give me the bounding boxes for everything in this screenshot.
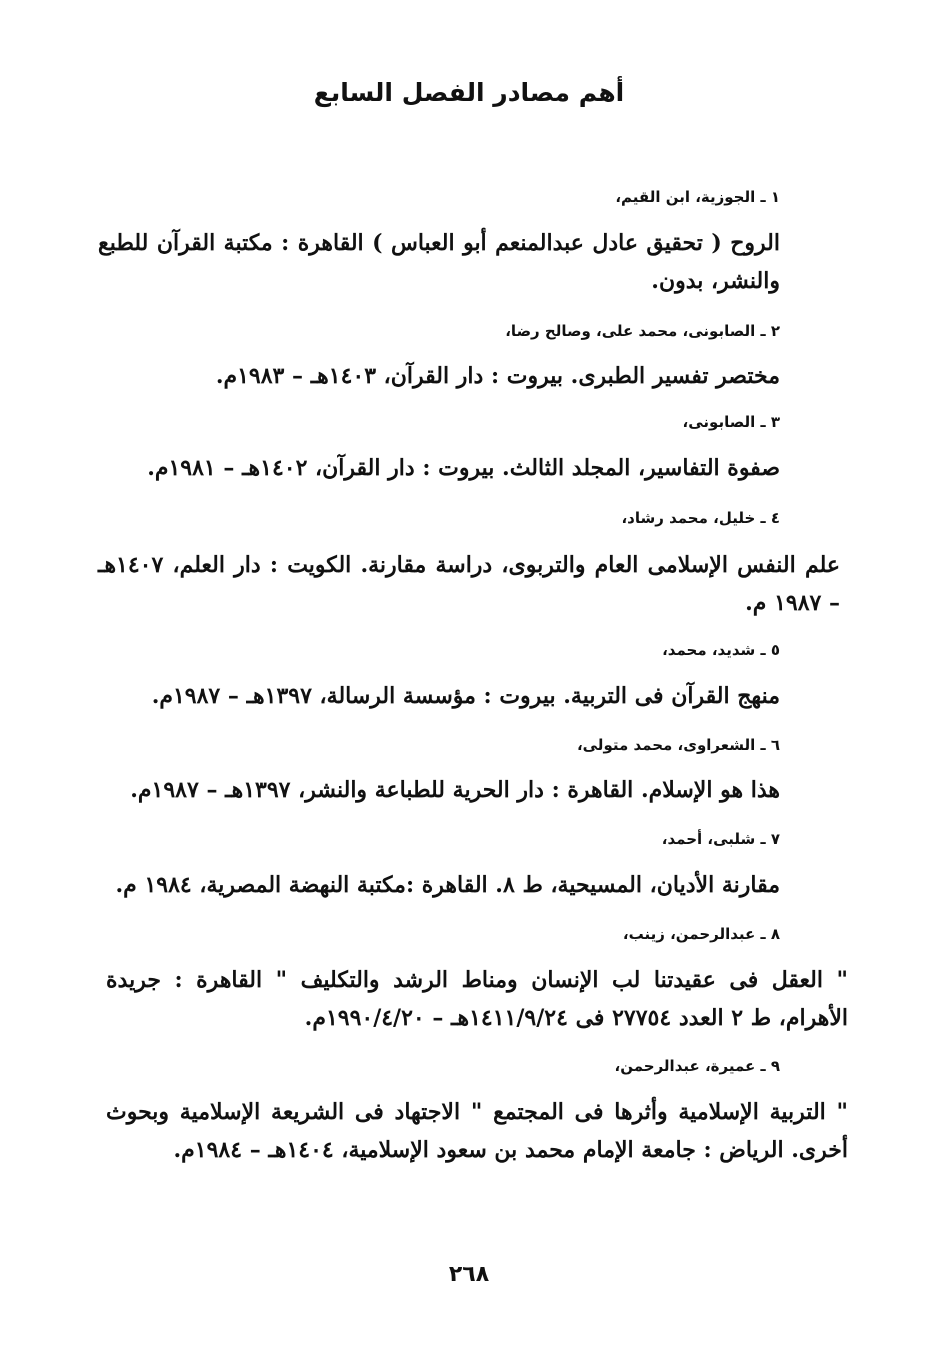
page-title: أهم مصادر الفصل السابع bbox=[313, 78, 625, 107]
reference-text-6: هذا هو الإسلام. القاهرة : دار الحرية للطباعة والنشر، ١٣٩٧هـ – ١٩٨٧م. bbox=[130, 777, 780, 803]
reference-text-5: منهج القرآن فى التربية. بيروت : مؤسسة الرسالة، ١٣٩٧هـ – ١٩٨٧م. bbox=[151, 683, 780, 709]
reference-text-3: صفوة التفاسير، المجلد الثالث. بيروت : دار القرآن، ١٤٠٢هـ – ١٩٨١م. bbox=[147, 455, 780, 481]
page-number: ٢٦٨ bbox=[448, 1262, 490, 1287]
reference-text-4: علم النفس الإسلامى العام والتربوى، دراسة مقارنة. الكويت : دار العلم، ١٤٠٧هـ – ١٩٨٧ م. bbox=[98, 552, 840, 616]
reference-author-2: ٢ ـ الصابونى، محمد على، وصالح رضا، bbox=[505, 322, 780, 340]
reference-text-1: الروح ( تحقيق عادل عبدالمنعم أبو العباس ) القاهرة : مكتبة القرآن للطبع والنشر، بدون. bbox=[98, 230, 780, 294]
reference-text-9: " التربية الإسلامية وأثرها فى المجتمع " الاجتهاد فى الشريعة الإسلامية وبحوث أخرى. الرياض : جامعة الإمام محمد بن سعود الإسلامية، ١٤٠٤هـ – ١٩٨٤م. bbox=[106, 1099, 848, 1163]
reference-author-8: ٨ ـ عبدالرحمن، زينب، bbox=[622, 925, 780, 943]
reference-author-3: ٣ ـ الصابونى، bbox=[682, 413, 780, 431]
reference-author-7: ٧ ـ شلبى، أحمد، bbox=[661, 830, 780, 848]
reference-text-8: " العقل فى عقيدتنا لب الإنسان ومناط الرشد والتكليف " القاهرة : جريدة الأهرام، ط ٢ العدد ٢٧٧٥٤ فى ١٤١١/٩/٢٤هـ – ١٩٩٠/٤/٢٠م. bbox=[106, 967, 848, 1031]
reference-text-2: مختصر تفسير الطبرى. بيروت : دار القرآن، ١٤٠٣هـ – ١٩٨٣م. bbox=[215, 363, 780, 389]
reference-author-5: ٥ ـ شديد، محمد، bbox=[662, 641, 780, 659]
reference-author-6: ٦ ـ الشعراوى، محمد متولى، bbox=[576, 736, 780, 754]
reference-text-7: مقارنة الأديان، المسيحية، ط ٨. القاهرة :مكتبة النهضة المصرية، ١٩٨٤ م. bbox=[115, 872, 780, 898]
reference-author-4: ٤ ـ خليل، محمد رشاد، bbox=[621, 509, 780, 527]
reference-author-9: ٩ ـ عميرة، عبدالرحمن، bbox=[614, 1057, 780, 1075]
reference-author-1: ١ ـ الجوزية، ابن القيم، bbox=[615, 188, 780, 206]
